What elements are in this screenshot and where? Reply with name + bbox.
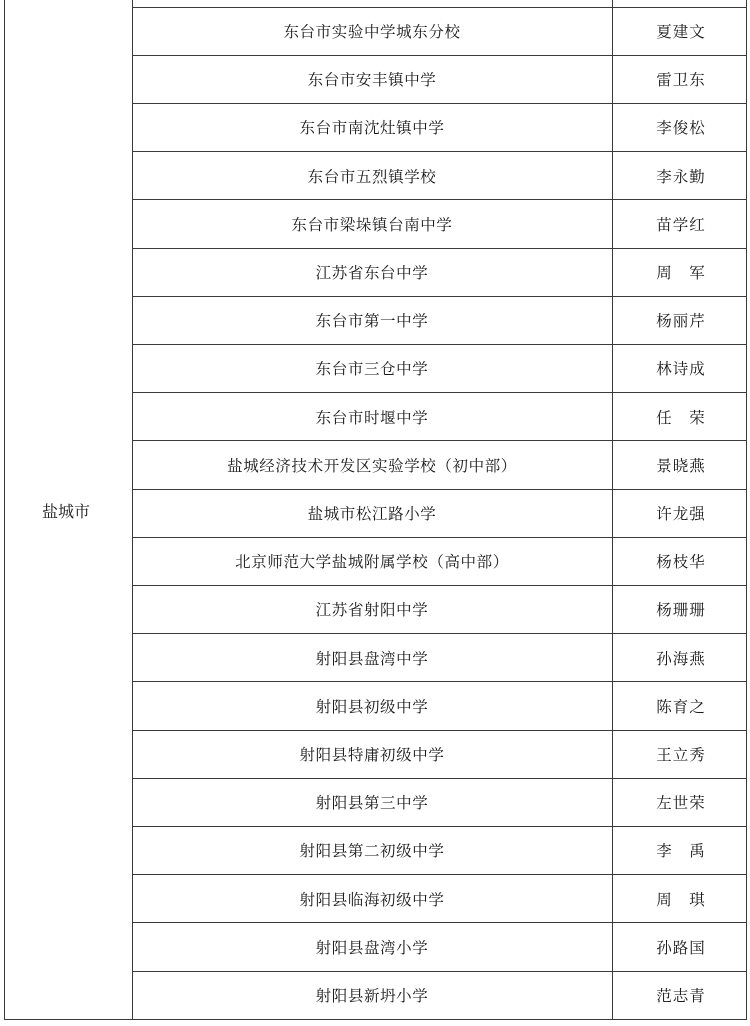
person-name-cell: 雷卫东 [656,71,706,90]
table-row [132,393,750,441]
table-row [132,296,750,344]
region-cell [0,0,132,1020]
school-name-cell: 江苏省射阳中学 [315,601,429,620]
school-name-cell: 东台市实验中学城东分校 [283,23,461,41]
person-name-cell: 周 军 [656,264,706,282]
school-name-cell: 东台市时堰中学 [315,408,429,427]
table-row [132,248,750,296]
school-name-cell: 东台市三仓中学 [315,360,429,379]
region-label: 盐城市 [41,501,90,521]
person-name-cell: 孙路国 [656,938,706,957]
table-row [132,634,750,682]
person-name-cell: 杨珊珊 [656,601,706,620]
table-row [132,489,750,537]
table-row [132,826,750,874]
table-row [132,537,750,585]
row-divider [132,730,747,731]
school-name-cell: 射阳县临海初级中学 [299,890,445,909]
person-name-cell: 夏建文 [656,23,706,41]
table-row [132,7,750,55]
school-name-cell: 射阳县新坍小学 [315,987,429,1005]
person-name-cell: 景晓燕 [656,456,706,475]
row-divider [132,103,747,104]
table-row [132,778,750,826]
row-divider [132,922,747,923]
row-divider [132,874,747,875]
person-name-cell: 陈育之 [656,697,706,716]
school-name-cell: 江苏省东台中学 [315,264,429,282]
school-name-cell: 东台市第一中学 [315,312,429,331]
row-divider [132,440,747,441]
person-name-cell: 李俊松 [656,119,706,138]
person-name-cell: 孙海燕 [656,649,706,668]
row-divider [132,537,747,538]
person-name-cell: 任 荣 [656,408,706,427]
row-divider [132,585,747,586]
row-divider [132,826,747,827]
table-row [132,730,750,778]
person-name-cell: 范志青 [656,987,706,1005]
person-name-cell: 李 禹 [656,842,706,861]
row-divider [132,971,747,972]
row-divider [132,55,747,56]
table-row [132,682,750,730]
person-name-cell: 杨枝华 [656,553,706,572]
school-name-cell: 东台市南沈灶镇中学 [299,119,445,138]
row-divider [132,778,747,779]
school-name-cell: 东台市梁垛镇台南中学 [291,215,453,234]
school-name-cell: 北京师范大学盐城附属学校（高中部） [235,553,509,572]
school-name-cell: 射阳县第二初级中学 [299,842,445,861]
table-row [132,585,750,633]
row-divider [132,681,747,682]
table-row [132,875,750,923]
table-row [132,344,750,392]
row-divider [132,248,747,249]
table-row [132,152,750,200]
row-divider [132,199,747,200]
row-divider [132,7,747,8]
school-name-cell: 东台市安丰镇中学 [307,71,437,90]
person-name-cell: 王立秀 [656,746,706,764]
school-name-cell: 射阳县特庸初级中学 [299,746,445,764]
row-divider [132,344,747,345]
school-name-cell: 东台市五烈镇学校 [307,167,437,186]
school-name-cell: 射阳县第三中学 [315,794,429,813]
school-name-cell: 盐城经济技术开发区实验学校（初中部） [227,456,517,475]
person-name-cell: 林诗成 [656,360,706,379]
person-name-cell: 周 琪 [656,890,706,909]
school-name-cell: 射阳县盘湾小学 [315,938,429,957]
person-name-cell: 左世荣 [656,794,706,813]
table-row [132,923,750,971]
row-divider [132,489,747,490]
person-name-cell: 李永勤 [656,167,706,186]
table-row [132,55,750,103]
person-name-cell: 许龙强 [656,505,706,523]
school-name-cell: 射阳县盘湾中学 [315,649,429,668]
school-name-cell: 射阳县初级中学 [315,697,429,716]
table-row [132,103,750,151]
row-divider [132,296,747,297]
row-divider [132,392,747,393]
person-name-cell: 苗学红 [656,215,706,234]
row-divider [132,633,747,634]
table-row [132,441,750,489]
row-divider [132,151,747,152]
table-row [132,971,750,1019]
table-row [132,200,750,248]
school-name-cell: 盐城市松江路小学 [307,505,437,523]
person-name-cell: 杨丽芹 [656,312,706,331]
